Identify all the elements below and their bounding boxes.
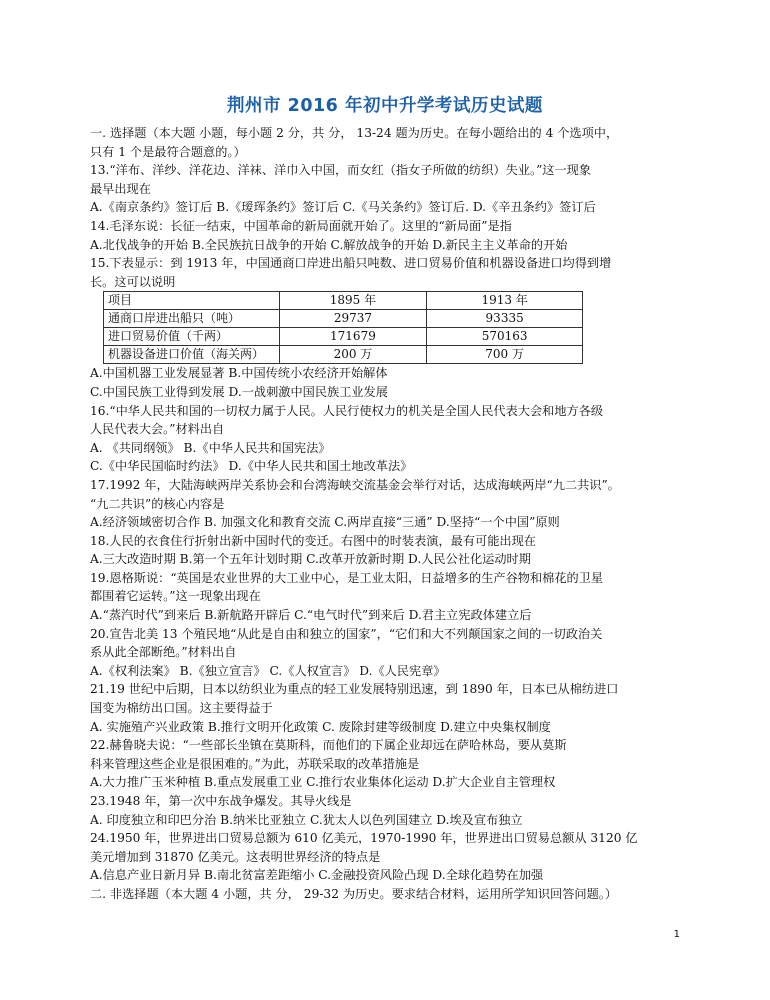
text-line: C.《中华民国临时约法》 D.《中华人民共和国土地改革法》	[90, 459, 413, 474]
text-line: 15.下表显示：到 1913 年，中国通商口岸进出船只吨数、进口贸易价值和机器设备进口均得到增	[90, 256, 612, 271]
table-cell: 200 万	[279, 346, 427, 364]
text-line: A.中国机器工业发展显著 B.中国传统小农经济开始解体	[90, 366, 388, 381]
table-row	[104, 310, 583, 328]
text-line: 23.1948 年，第一次中东战争爆发。其导火线是	[90, 794, 352, 808]
text-line: 18.人民的衣食住行折射出新中国时代的变迁。右图中的时装表演，最有可能出现在	[90, 533, 536, 548]
text-line: 21.19 世纪中后期，日本以纺织业为重点的轻工业发展特别迅速，到 1890 年，日本已从棉纺进口	[90, 682, 619, 697]
text-line: A. 实施殖产兴业政策 B.推行文明开化政策 C. 废除封建等级制度 D.建立中央集权制度	[90, 719, 551, 734]
text-line: A. 印度独立和印巴分治 B.纳米比亚独立 C.犹太人以色列国建立 D.埃及宣布独立	[90, 812, 523, 827]
table-header-cell: 1895 年	[279, 292, 427, 310]
text-line: 长。这可以说明	[90, 274, 176, 289]
text-line: 20.宣告北美 13 个殖民地“从此是自由和独立的国家”，“它们和大不列颠国家之间的一切政治关	[90, 626, 603, 641]
text-line: 16.“中华人民共和国的一切权力属于人民。人民行使权力的机关是全国人民代表大会和地方各级	[90, 403, 604, 418]
text-line: A.大力推广玉米种植 B.重点发展重工业 C.推行农业集体化运动 D.扩大企业自主管理权	[90, 775, 556, 790]
text-line: 19.恩格斯说：“英国是农业世界的大工业中心，是工业太阳，日益增多的生产谷物和棉花的卫星	[90, 570, 604, 585]
text-line: 17.1992 年，大陆海峡两岸关系协会和台湾海峡交流基金会举行对话，达成海峡两岸“九二共识”。	[90, 477, 620, 492]
text-line: 最早出现在	[90, 181, 151, 196]
text-line: “九二共识”的核心内容是	[90, 496, 225, 511]
table-row	[104, 346, 583, 364]
text-line: A.三大改造时期 B.第一个五年计划时期 C.改革开放新时期 D.人民公社化运动时期	[90, 552, 531, 567]
table-header-cell: 项目	[104, 292, 280, 310]
text-line: C.中国民族工业得到发展 D.一战刺激中国民族工业发展	[90, 384, 388, 399]
text-line: 13.“洋布、洋纱、洋花边、洋袜、洋巾入中国，而女红（指女子所做的纺织）失业。”这一现象	[90, 163, 592, 178]
question-block-after-table	[90, 364, 686, 903]
table-cell: 171679	[279, 328, 427, 346]
table-cell: 29737	[279, 310, 427, 328]
text-line: A.经济领域密切合作 B. 加强文化和教育交流 C.两岸直接“三通” D.坚持“一个中国”原则	[90, 515, 560, 530]
text-line: 国变为棉纺出口国。这主要得益于	[90, 701, 273, 716]
text-line: 22.赫鲁晓夫说：“一些部长坐镇在莫斯科，而他们的下属企业却远在萨哈林岛，要从莫斯	[90, 738, 567, 753]
document-body	[90, 124, 686, 904]
text-line: 科来管理这些企业是很困难的。”为此，苏联采取的改革措施是	[90, 756, 420, 771]
table-cell: 进口贸易价值（千两）	[104, 328, 280, 346]
text-line: 一. 选择题（本大题 小题，每小题 2 分，共 分， 13-24 题为历史。在每小题给出的 4 个选项中，	[90, 126, 619, 140]
text-line: 美元增加到 31870 亿美元。这表明世界经济的特点是	[90, 849, 381, 864]
text-line: A.信息产业日新月异 B.南北贫富差距缩小 C.金融投资风险凸现 D.全球化趋势在加强	[90, 868, 544, 883]
text-line: A. 《共同纲领》 B.《中华人民共和国宪法》	[90, 440, 331, 455]
text-line: 系从此全部断绝。”材料出自	[90, 645, 237, 660]
table-cell: 机器设备进口价值（海关两）	[104, 346, 280, 364]
table-cell: 700 万	[427, 346, 583, 364]
data-table	[103, 291, 583, 364]
question-block-before-table	[90, 124, 686, 291]
text-line: 二. 非选择题（本大题 4 小题，共 分， 29-32 为历史。要求结合材料，运用所学知识回答问题。）	[90, 886, 618, 901]
text-line: 14.毛泽东说：长征一结束，中国革命的新局面就开始了。这里的“新局面”是指	[90, 218, 512, 233]
page-title: 荆州市 2016 年初中升学考试历史试题	[227, 96, 543, 116]
text-line: 只有 1 个是最符合题意的。）	[90, 144, 246, 159]
table-cell: 通商口岸进出船只（吨）	[104, 310, 280, 328]
table-cell: 570163	[427, 328, 583, 346]
text-line: A.《权利法案》 B.《独立宣言》 C.《人权宣言》 D.《人民宪章》	[90, 663, 446, 678]
table-header-cell: 1913 年	[427, 292, 583, 310]
text-line: A.《南京条约》签订后 B.《瑷珲条约》签订后 C.《马关条约》签订后. D.《辛丑条约》签订后	[90, 200, 596, 215]
table-cell: 93335	[427, 310, 583, 328]
text-line: 都围着它运转。”这一现象出现在	[90, 589, 261, 604]
table-header-row	[104, 292, 583, 310]
text-line: A.“蒸汽时代”到来后 B.新航路开辟后 C.“电气时代”到来后 D.君主立宪政体建立后	[90, 608, 532, 623]
text-line: 24.1950 年，世界进出口贸易总额为 610 亿美元，1970-1990 年，世界进出口贸易总额从 3120 亿	[90, 831, 638, 846]
text-line: A.北伐战争的开始 B.全民族抗日战争的开始 C.解放战争的开始 D.新民主主义革命的开始	[90, 237, 568, 252]
table-row	[104, 328, 583, 346]
text-line: 人民代表大会。”材料出自	[90, 422, 225, 437]
page-number: 1	[673, 929, 680, 940]
